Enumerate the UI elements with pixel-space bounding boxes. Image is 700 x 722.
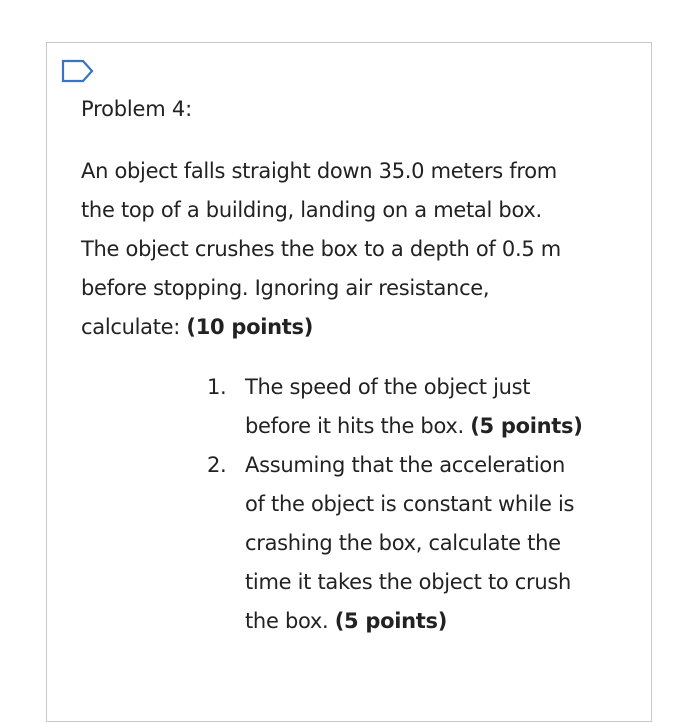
total-points: (10 points)	[186, 315, 313, 339]
statement-prefix: calculate:	[81, 315, 187, 339]
question-list	[207, 368, 647, 641]
question-text: before it hits the box.	[245, 414, 471, 438]
question-line: crashing the box, calculate the	[245, 531, 561, 555]
question-text: the box.	[245, 609, 335, 633]
statement-line: An object falls straight down 35.0 meters from	[81, 159, 557, 183]
problem-statement	[81, 152, 641, 347]
question-line	[245, 602, 647, 641]
statement-line	[81, 308, 641, 347]
statement-line: The object crushes the box to a depth of 0.5 m	[81, 237, 561, 261]
flag-icon[interactable]	[61, 59, 95, 83]
problem-title: Problem 4:	[81, 97, 192, 121]
question-number: 2.	[207, 453, 227, 477]
question-line: of the object is constant while is	[245, 492, 575, 516]
question-number: 1.	[207, 375, 227, 399]
question-line: Assuming that the acceleration	[245, 453, 565, 477]
statement-line: the top of a building, landing on a metal box.	[81, 198, 542, 222]
question-points: (5 points)	[334, 609, 448, 633]
question-line: The speed of the object just	[245, 375, 531, 399]
question-points: (5 points)	[470, 414, 583, 438]
question-card	[46, 42, 652, 722]
question-item-2	[207, 446, 647, 641]
question-item-1	[207, 368, 647, 446]
question-line: time it takes the object to crush	[245, 570, 572, 594]
statement-line: before stopping. Ignoring air resistance,	[81, 276, 490, 300]
question-line	[245, 407, 647, 446]
